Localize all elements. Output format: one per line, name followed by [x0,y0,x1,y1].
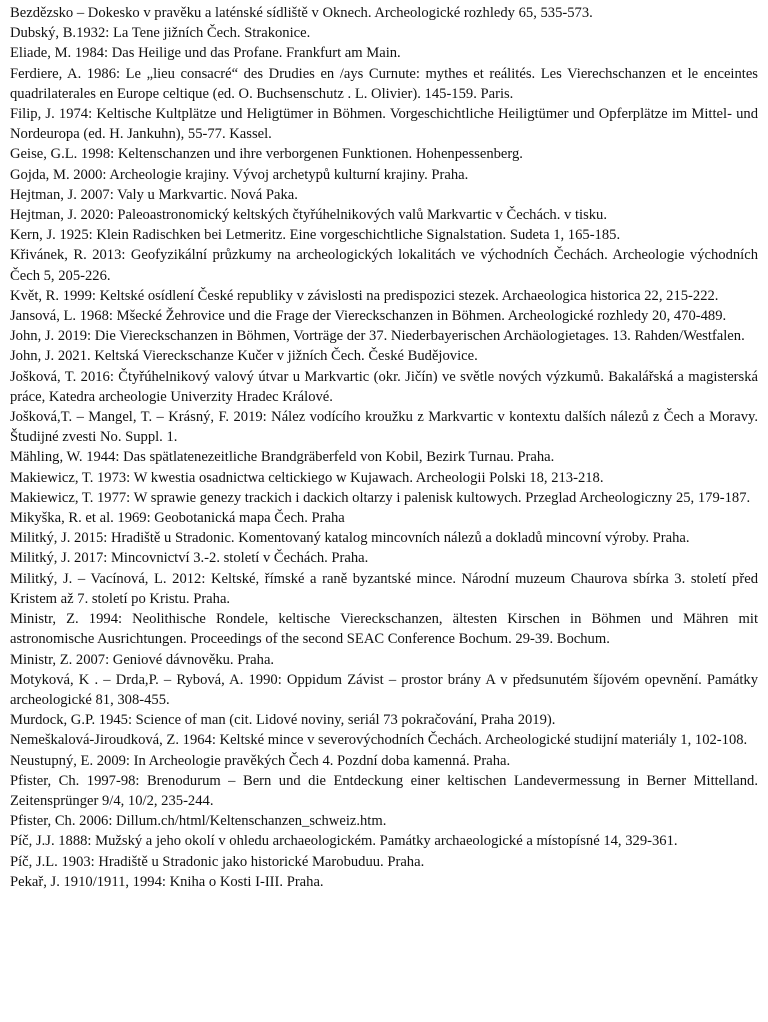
reference-entry: Kern, J. 1925: Klein Radischken bei Letmeritz. Eine vorgeschichtliche Signalstation. Sudeta 1, 165-185. [10,227,621,244]
reference-entry: Mikyška, R. et al. 1969: Geobotanická mapa Čech. Praha [10,510,345,527]
reference-entry: Pfister, Ch. 2006: Dillum.ch/html/Keltenschanzen_schweiz.htm. [10,813,387,830]
reference-entry: John, J. 2021. Keltská Viereckschanze Kučer v jižních Čech. České Budějovice. [10,348,478,365]
reference-entry: Eliade, M. 1984: Das Heilige und das Profane. Frankfurt am Main. [10,45,401,62]
reference-entry: Květ, R. 1999: Keltské osídlení České republiky v závislosti na predispozici stezek. Archaeologica historica 22, 215-222. [10,287,719,304]
reference-entry: Militký, J. 2015: Hradiště u Stradonic. Komentovaný katalog mincovních nálezů a dokladů mincovní výroby. Praha. [10,530,690,547]
reference-entry: Nemeškalová-Jiroudková, Z. 1964: Keltské mince v severovýchodních Čechách. Archeologické studijní materiály 1, 102-108. [10,732,748,749]
reference-entry: Militký, J. 2017: Mincovnictví 3.-2. století v Čechách. Praha. [10,550,369,567]
reference-entry: Bezdězsko – Dokesko v pravěku a laténské sídliště v Oknech. Archeologické rozhledy 65, 535-573. [10,5,593,21]
reference-entry: Píč, J.L. 1903: Hradiště u Stradonic jako historické Marobuduu. Praha. [10,853,425,870]
reference-entry: Jošková, T. 2016: Čtyřúhelnikový valový útvar u Markvartic (okr. Jičín) ve světle nových výzkumů. Bakalářská a magisterská práce, Katedra archeologie Univerzity Hradec Králové. [10,368,758,405]
reference-list [10,3,758,892]
reference-entry: Makiewicz, T. 1973: W kwestia osadnictwa celtickiego w Kujawach. Archeologii Polski 18, 213-218. [10,469,604,486]
reference-entry: Militký, J. – Vacínová, L. 2012: Keltské, římské a raně byzantské mince. Národní muzeum Chaurova sbírka 3. století před Kristem až 7. století po Kristu. Praha. [10,570,758,607]
reference-entry: Ministr, Z. 2007: Geniové dávnověku. Praha. [10,651,275,668]
reference-entry: Filip, J. 1974: Keltische Kultplätze und Heligtümer in Böhmen. Vorgeschichtliche Heiligtümer und Opferplätze im Mittel- und Nordeuropa (ed. H. Jankuhn), 55-77. Kassel. [10,106,758,143]
reference-entry: Mähling, W. 1944: Das spätlatenezeitliche Brandgräberfeld von Kobil, Bezirk Turnau. Praha. [10,449,555,466]
reference-entry: Pfister, Ch. 1997-98: Brenodurum – Bern und die Entdeckung einer keltischen Landevermessung in Berner Mittelland. Zeitensprünger 9/4, 10/2, 235-244. [10,772,758,809]
reference-entry: Křivánek, R. 2013: Geofyzikální průzkumy na archeologických lokalitách ve východních Čechách. Archeologie východních Čech 5, 205-226. [10,247,758,284]
reference-entry: Píč, J.J. 1888: Mužský a jeho okolí v ohledu archaeologickém. Památky archaeologické a místopísné 14, 329-361. [10,833,678,850]
reference-entry: Ministr, Z. 1994: Neolithische Rondele, keltische Viereckschanzen, ältesten Kirschen in Böhmen und Mähren mit astronomische Ausrichtungen. Proceedings of the second SEAC Conference Bochum. 29-39. Bochum. [10,611,758,648]
reference-entry: Geise, G.L. 1998: Keltenschanzen und ihre verborgenen Funktionen. Hohenpessenberg. [10,146,523,163]
reference-entry: Neustupný, E. 2009: In Archeologie pravěkých Čech 4. Pozdní doba kamenná. Praha. [10,752,511,769]
reference-entry: Motyková, K . – Drda,P. – Rybová, A. 1990: Oppidum Závist – prostor brány A v předsunutém šíjovém opevnění. Památky archeologické 81, 308-455. [10,671,758,708]
reference-entry: Hejtman, J. 2007: Valy u Markvartic. Nová Paka. [10,186,298,203]
reference-entry: John, J. 2019: Die Viereckschanzen in Böhmen, Vorträge der 37. Niederbayerischen Archäologietages. 13. Rahden/Westfalen. [10,328,745,345]
reference-entry: Jansová, L. 1968: Mšecké Žehrovice und die Frage der Viereckschanzen in Böhmen. Archeologické rozhledy 20, 470-489. [10,308,727,325]
reference-entry: Pekař, J. 1910/1911, 1994: Kniha o Kosti I-III. Praha. [10,873,324,890]
reference-entry: Murdock, G.P. 1945: Science of man (cit. Lidové noviny, seriál 73 pokračování, Praha 2019). [10,712,556,729]
reference-entry: Makiewicz, T. 1977: W sprawie genezy trackich i dackich oltarzy i palenisk kultowych. Przeglad Archeologiczny 25, 179-187. [10,489,751,506]
reference-entry: Jošková,T. – Mangel, T. – Krásný, F. 2019: Nález vodícího kroužku z Markvartic v kontextu dalších nálezů z Čech a Moravy. Študijné zvesti No. Suppl. 1. [10,409,758,446]
reference-entry: Ferdiere, A. 1986: Le „lieu consacré“ des Drudies en /ays Curnute: mythes et reálités. Les Vierechschanzen et le enceintes quadrilaterales en Europe celtique (ed. O. Buchsenschutz . L. Olivier). 145-159. Paris. [10,65,758,102]
reference-entry: Gojda, M. 2000: Archeologie krajiny. Vývoj archetypů kulturní krajiny. Praha. [10,166,469,183]
reference-entry: Hejtman, J. 2020: Paleoastronomický keltských čtyřúhelnikových valů Markvartic v Čechách. v tisku. [10,207,607,224]
reference-entry: Dubský, B.1932: La Tene jižních Čech. Strakonice. [10,25,311,42]
